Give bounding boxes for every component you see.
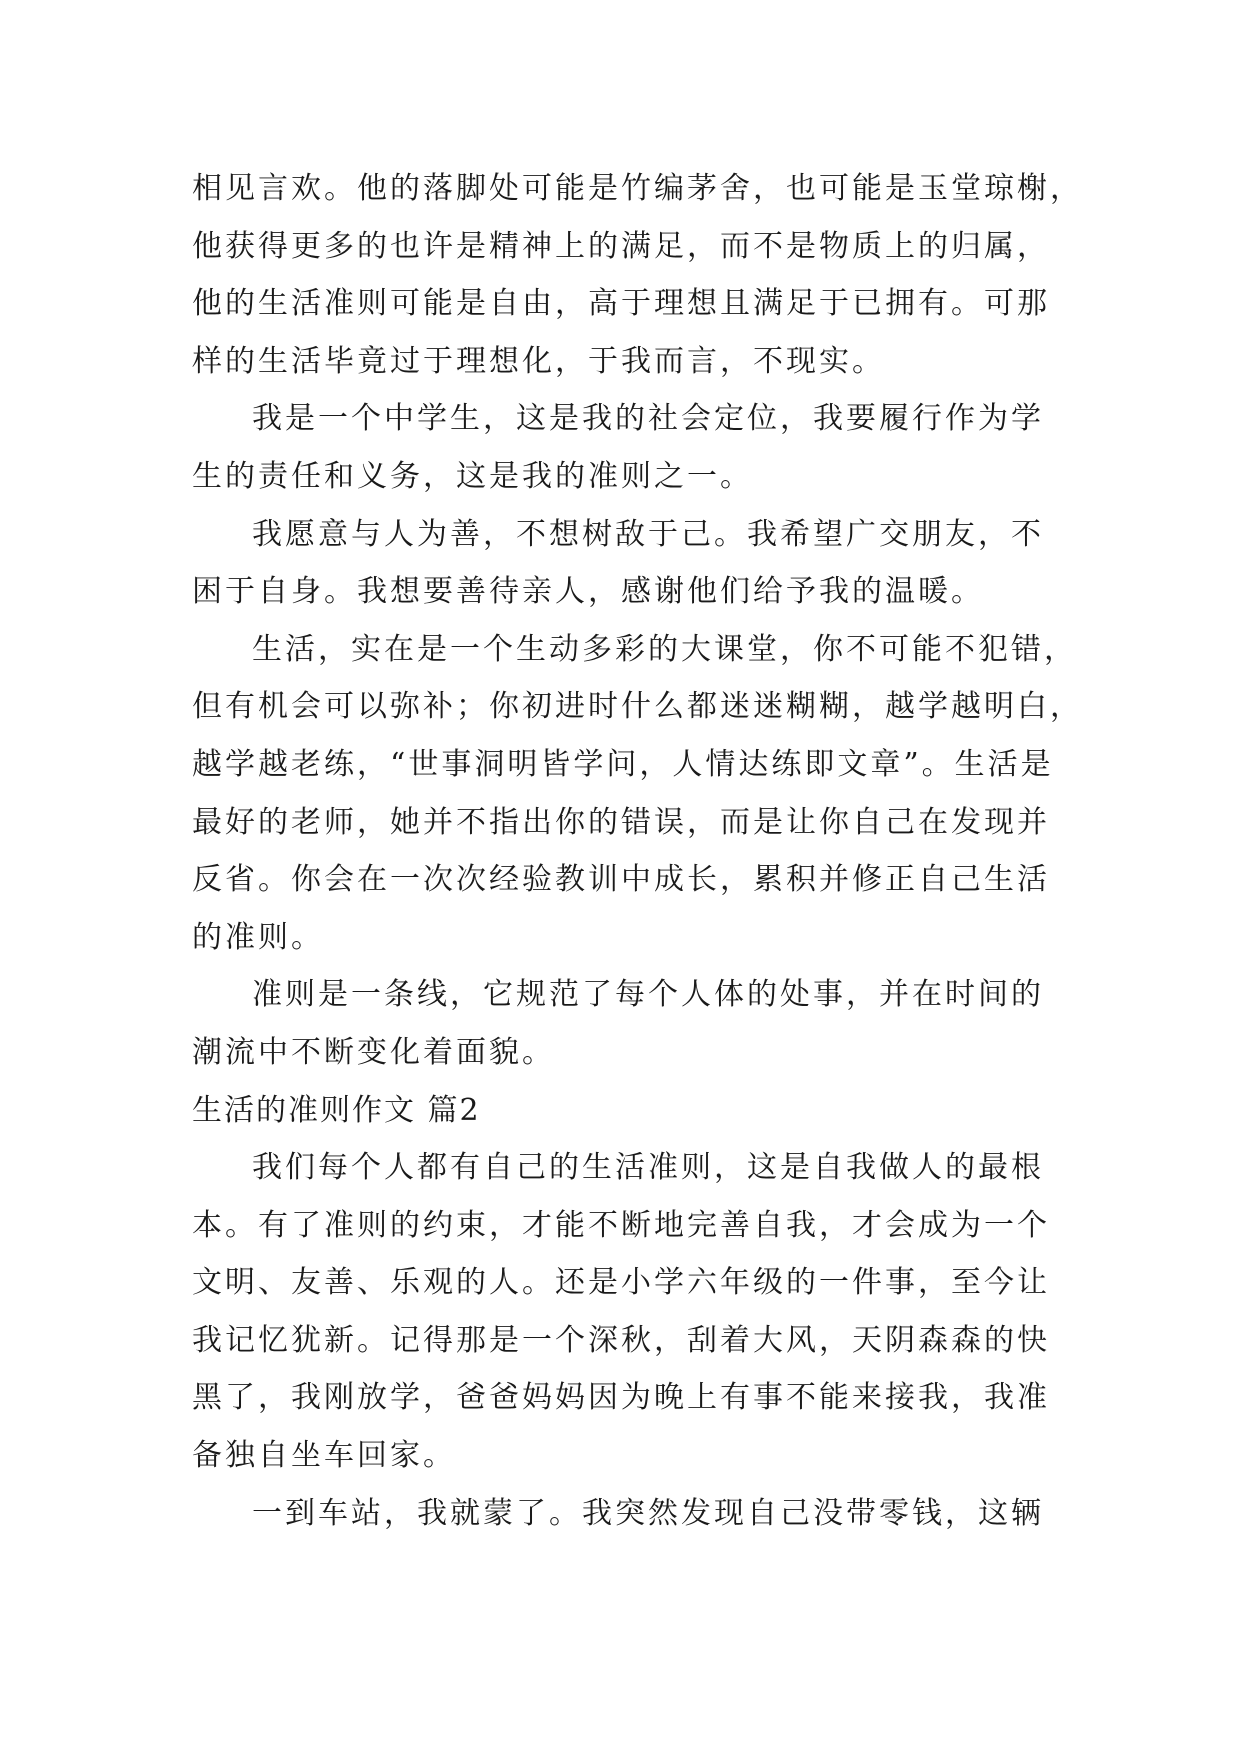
text-line: 最好的老师，她并不指出你的错误，而是让你自己在发现并 bbox=[192, 804, 1050, 840]
essay-body bbox=[192, 160, 1083, 1542]
text-line: 越学越老练，“世事洞明皆学问，人情达练即文章”。生活是 bbox=[192, 746, 1054, 782]
text-line: 我是一个中学生，这是我的社会定位，我要履行作为学 bbox=[252, 401, 1044, 437]
text-line: 文明、友善、乐观的人。还是小学六年级的一件事，至今让 bbox=[192, 1265, 1050, 1301]
text-line: 他获得更多的也许是精神上的满足，而不是物质上的归属， bbox=[192, 228, 1050, 264]
text-line: 困于自身。我想要善待亲人，感谢他们给予我的温暖。 bbox=[192, 574, 984, 610]
text-line: 备独自坐车回家。 bbox=[192, 1438, 456, 1474]
section-heading: 生活的准则作文 篇2 bbox=[192, 1092, 481, 1128]
text-line: 生活，实在是一个生动多彩的大课堂，你不可能不犯错， bbox=[252, 631, 1077, 667]
text-line: 潮流中不断变化着面貌。 bbox=[192, 1034, 555, 1070]
text-line: 我们每个人都有自己的生活准则，这是自我做人的最根 bbox=[252, 1150, 1044, 1186]
text-line: 相见言欢。他的落脚处可能是竹编茅舍，也可能是玉堂琼榭， bbox=[192, 171, 1083, 206]
text-line: 反省。你会在一次次经验教训中成长，累积并修正自己生活 bbox=[192, 862, 1050, 898]
text-line: 的准则。 bbox=[192, 919, 324, 955]
text-line: 我记忆犹新。记得那是一个深秋，刮着大风，天阴森森的快 bbox=[192, 1322, 1050, 1358]
text-line: 他的生活准则可能是自由，高于理想且满足于已拥有。可那 bbox=[192, 286, 1050, 322]
text-line: 本。有了准则的约束，才能不断地完善自我，才会成为一个 bbox=[192, 1207, 1050, 1243]
text-line: 一到车站，我就蒙了。我突然发现自己没带零钱，这辆 bbox=[252, 1495, 1044, 1531]
text-line: 我愿意与人为善，不想树敌于己。我希望广交朋友，不 bbox=[252, 516, 1044, 552]
text-line: 准则是一条线，它规范了每个人体的处事，并在时间的 bbox=[252, 977, 1044, 1013]
text-line: 黑了，我刚放学，爸爸妈妈因为晚上有事不能来接我，我准 bbox=[192, 1380, 1050, 1416]
text-line: 生的责任和义务，这是我的准则之一。 bbox=[192, 458, 753, 494]
text-line: 样的生活毕竟过于理想化，于我而言，不现实。 bbox=[192, 343, 885, 379]
text-line: 但有机会可以弥补；你初进时什么都迷迷糊糊，越学越明白， bbox=[192, 689, 1083, 725]
